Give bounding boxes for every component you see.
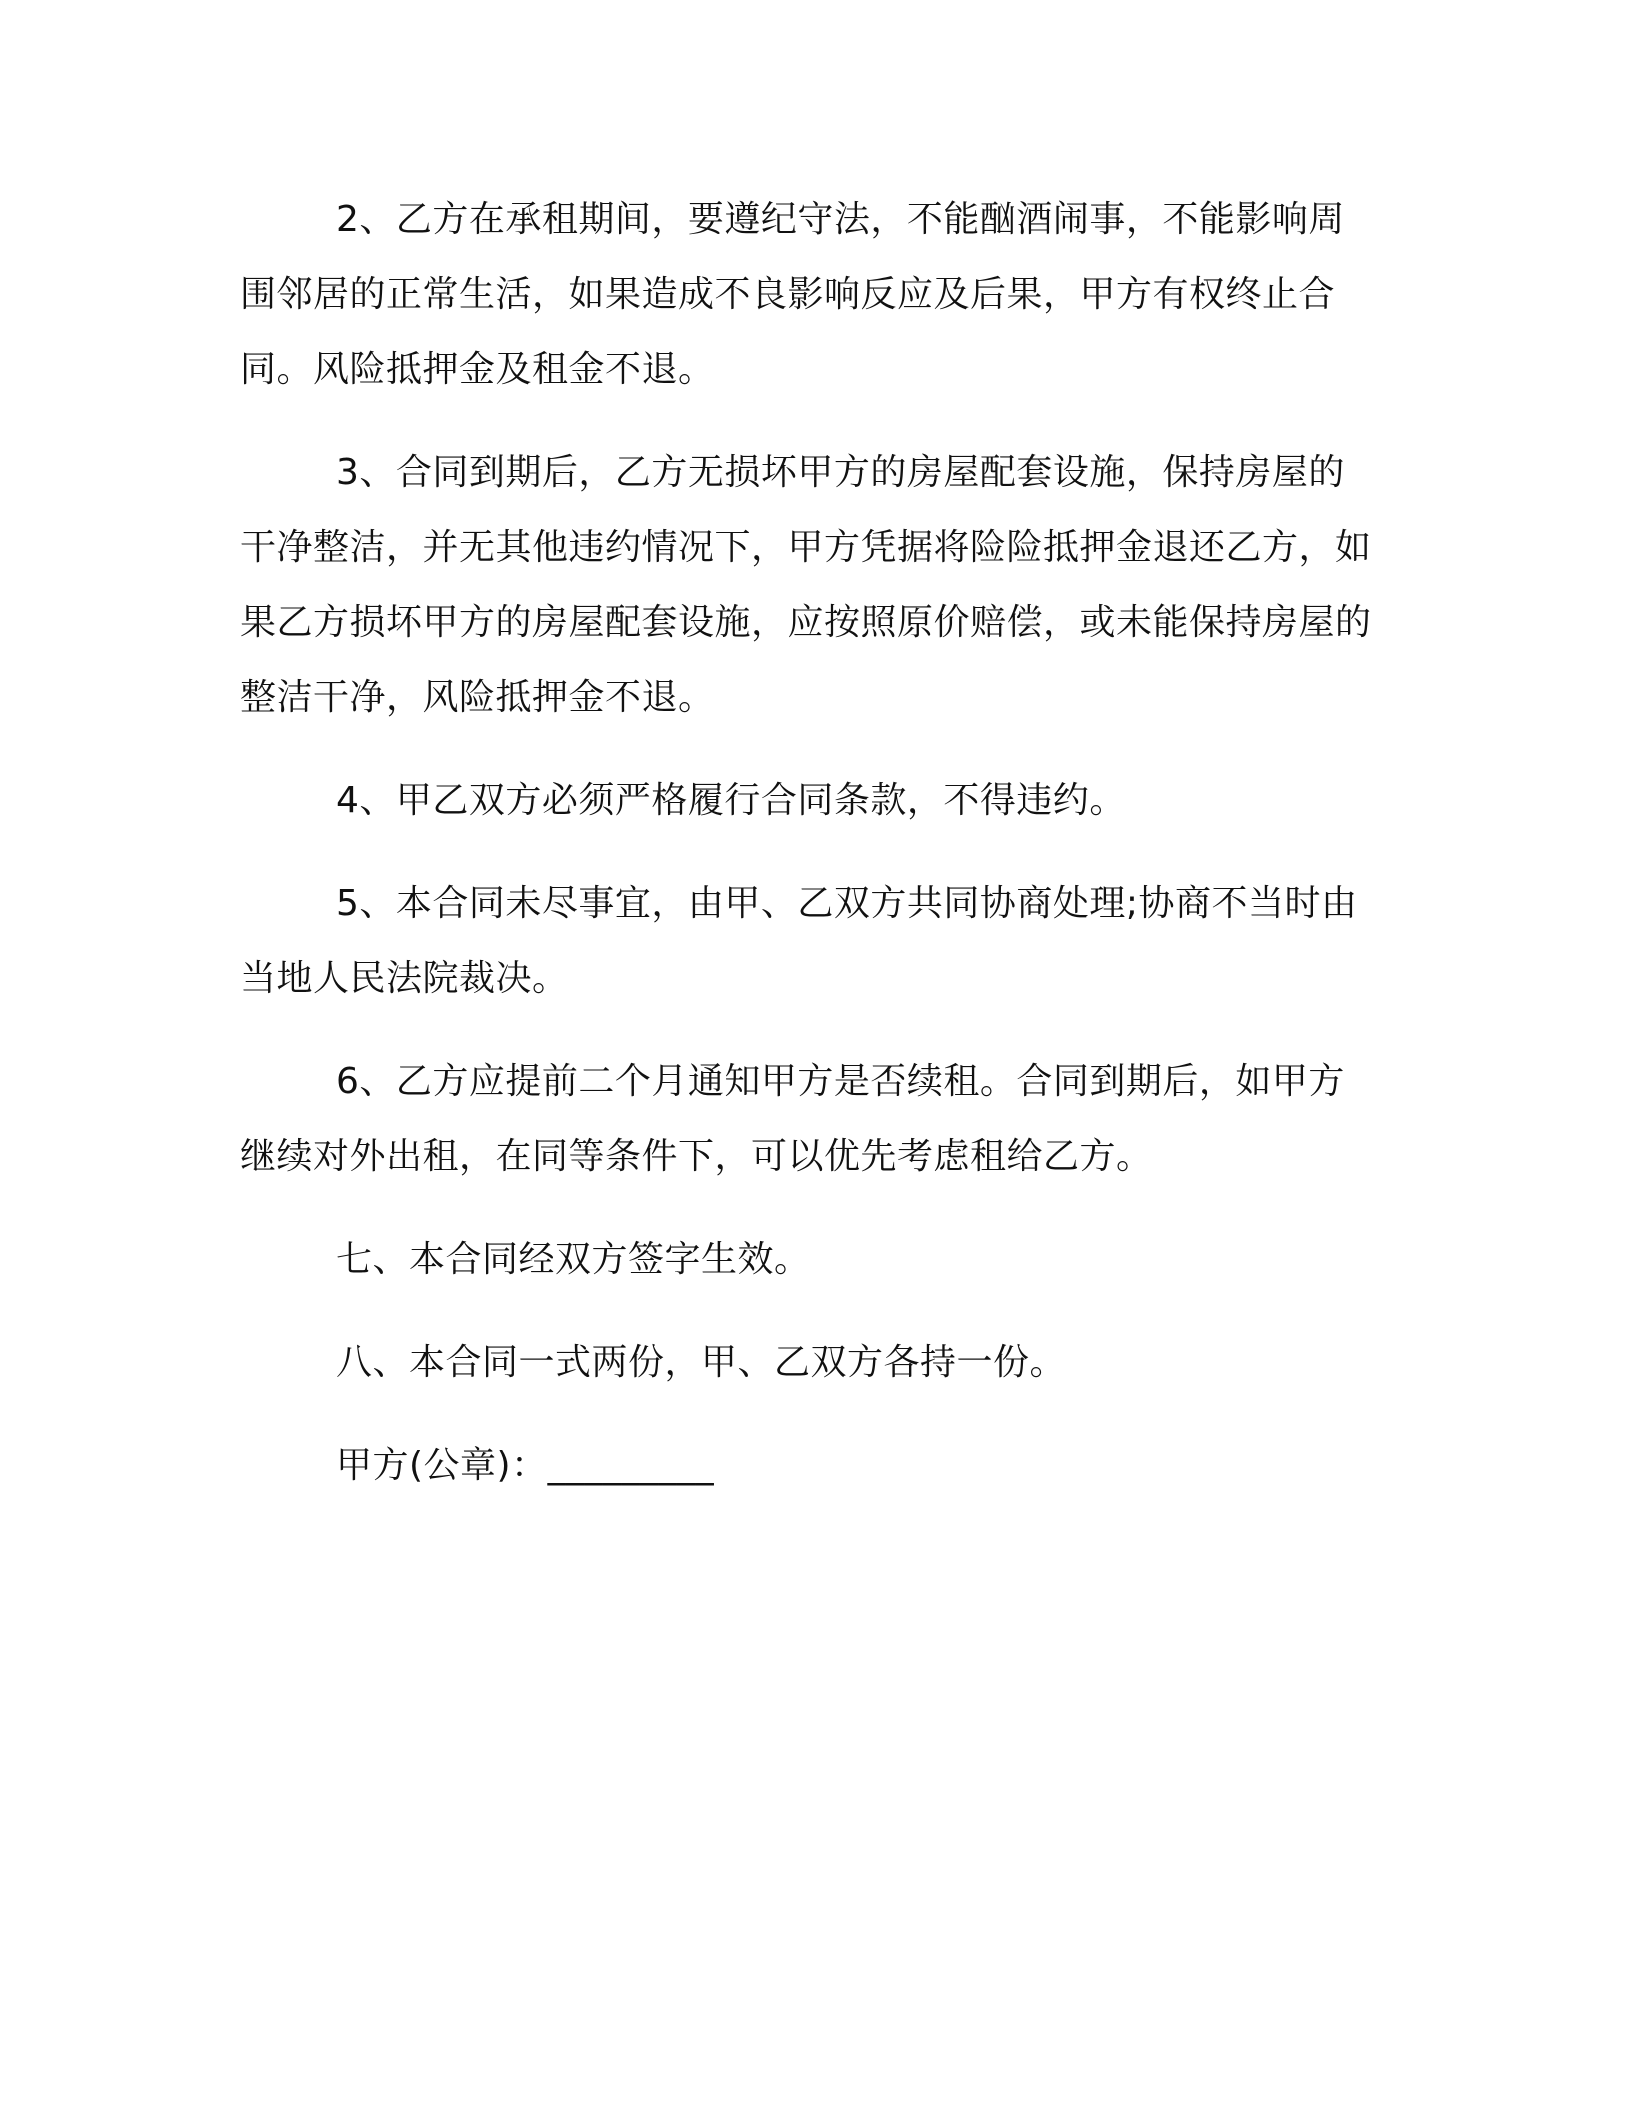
clause-5: 5、本合同未尽事宜，由甲、乙双方共同协商处理;协商不当时由当地人民法院裁决。 bbox=[240, 883, 1358, 999]
document-body bbox=[240, 182, 1372, 1503]
clause-6: 6、乙方应提前二个月通知甲方是否续租。合同到期后，如甲方继续对外出租，在同等条件下，可以优先考虑租给乙方。 bbox=[240, 1061, 1345, 1177]
clause-eight: 八、本合同一式两份，甲、乙双方各持一份。 bbox=[336, 1342, 1067, 1383]
clause-3: 3、合同到期后，乙方无损坏甲方的房屋配套设施，保持房屋的干净整洁，并无其他违约情况下，甲方凭据将险险抵押金退还乙方，如果乙方损坏甲方的房屋配套设施，应按照原价赔偿，或未能保持房屋的整洁干净，风险抵押金不退。 bbox=[240, 452, 1372, 718]
clause-4: 4、甲乙双方必须严格履行合同条款，不得违约。 bbox=[336, 780, 1126, 821]
clause-2: 2、乙方在承租期间，要遵纪守法，不能酗酒闹事，不能影响周围邻居的正常生活，如果造成不良影响反应及后果，甲方有权终止合同。风险抵押金及租金不退。 bbox=[240, 199, 1345, 390]
clause-seven: 七、本合同经双方签字生效。 bbox=[336, 1239, 811, 1280]
party-a-signature-line: 甲方(公章)：_________ bbox=[336, 1445, 715, 1486]
